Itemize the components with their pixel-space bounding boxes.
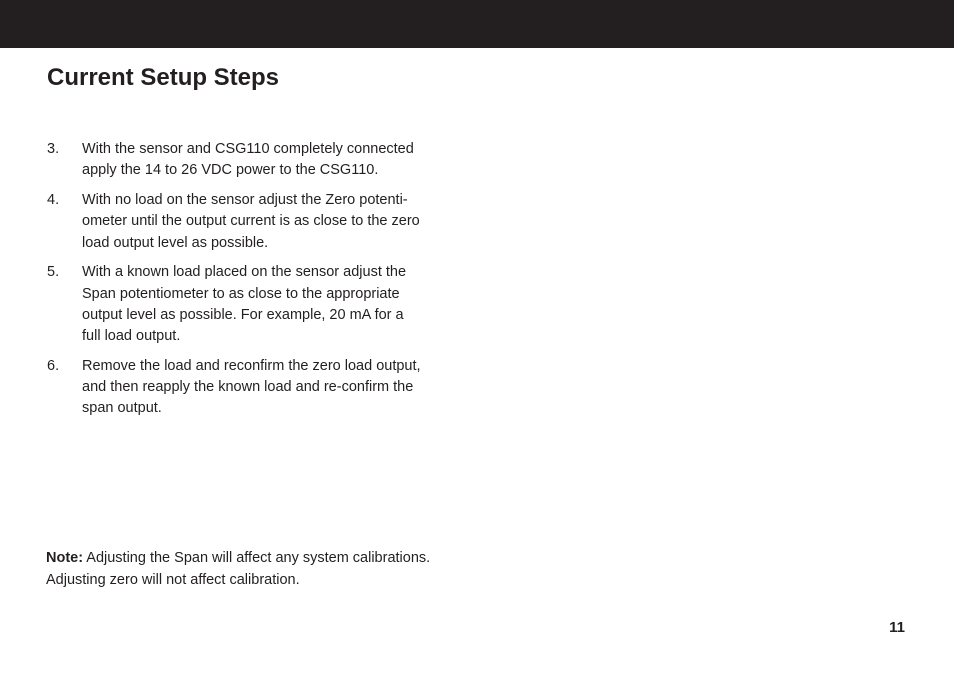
step-number: 6. <box>47 357 60 374</box>
step-line: With a known load placed on the sensor adjust the <box>82 264 407 281</box>
step-line: With the sensor and CSG110 completely connected <box>82 141 414 157</box>
step-number: 5. <box>47 264 60 281</box>
step-line: and then reapply the known load and re-confirm the <box>82 379 414 396</box>
note-label: Note: <box>46 550 84 566</box>
note-text: Adjusting zero will not affect calibration. <box>46 571 300 588</box>
note-text: Adjusting the Span will affect any system calibrations. <box>83 550 431 566</box>
step-number: 3. <box>47 141 60 157</box>
page-title: Current Setup Steps <box>47 64 280 91</box>
step-line: apply the 14 to 26 VDC power to the CSG110. <box>82 162 379 179</box>
step-line: Span potentiometer to as close to the appropriate <box>82 285 400 302</box>
step-line: With no load on the sensor adjust the Zero potenti- <box>82 191 408 208</box>
calibration-note <box>46 548 466 591</box>
header-bar <box>0 0 954 48</box>
step-line: output level as possible. For example, 20 mA for a <box>82 306 404 323</box>
step-line: Remove the load and reconfirm the zero load output, <box>82 357 421 374</box>
step-line: ometer until the output current is as close to the zero <box>82 213 420 230</box>
step-line: full load output. <box>82 328 181 345</box>
step-line: load output level as possible. <box>82 234 269 251</box>
setup-steps-list <box>47 139 457 428</box>
step-5 <box>47 262 457 347</box>
step-text <box>82 262 457 347</box>
step-number: 4. <box>47 191 60 208</box>
step-text <box>82 139 457 182</box>
step-text <box>82 356 457 420</box>
step-line: span output. <box>82 400 162 417</box>
step-text <box>82 190 457 254</box>
step-4 <box>47 190 457 254</box>
step-3 <box>47 139 457 182</box>
step-6 <box>47 356 457 420</box>
page-number: 11 <box>889 619 905 636</box>
